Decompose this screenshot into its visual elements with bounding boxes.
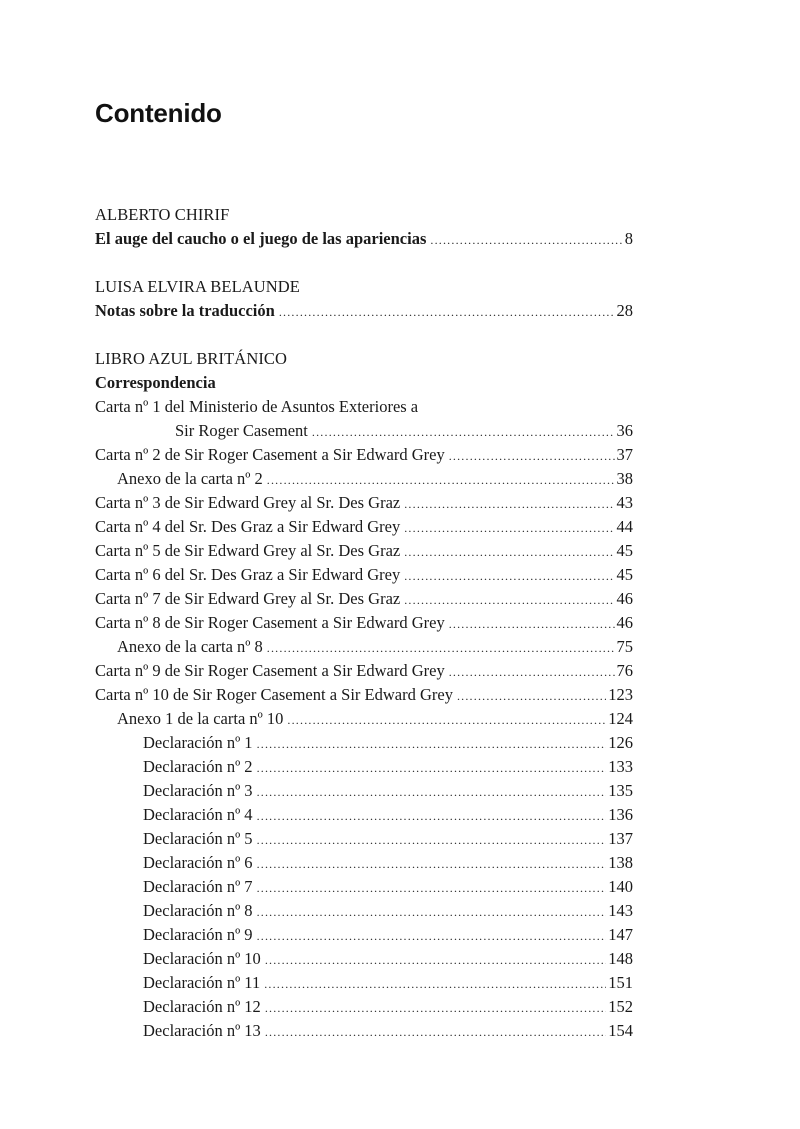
toc-entry-label: Declaración nº 11 (143, 973, 261, 992)
toc-entry-page: 46 (616, 613, 633, 632)
toc-entry-label: Declaración nº 7 (143, 877, 253, 896)
toc-entry-list (95, 443, 633, 1043)
toc-entry-page: 45 (616, 565, 633, 584)
dot-leader (257, 828, 607, 852)
dot-leader (267, 468, 615, 492)
toc-entry[interactable] (95, 467, 633, 491)
toc-entry-page: 154 (608, 1021, 633, 1040)
toc-entry-label: El auge del caucho o el juego de las apariencias (95, 229, 427, 248)
dot-leader (257, 924, 607, 948)
toc-entry[interactable] (95, 539, 633, 563)
spacer (95, 323, 633, 347)
toc-entry[interactable] (95, 515, 633, 539)
dot-leader (279, 300, 615, 324)
toc-entry[interactable] (95, 707, 633, 731)
toc-entry-label: Carta nº 7 de Sir Edward Grey al Sr. Des Graz (95, 589, 401, 608)
dot-leader (404, 540, 614, 564)
toc-entry-label: Declaración nº 2 (143, 757, 253, 776)
toc-entry-label: Sir Roger Casement (175, 421, 308, 440)
toc-entry[interactable] (95, 923, 633, 947)
toc-entry-page: 126 (608, 733, 633, 752)
toc-entry[interactable] (95, 683, 633, 707)
toc-entry-label: Declaración nº 9 (143, 925, 253, 944)
toc-entry[interactable] (95, 803, 633, 827)
toc-entry-page: 37 (616, 445, 633, 464)
toc-entry-page: 152 (608, 997, 633, 1016)
toc-entry-page: 138 (608, 853, 633, 872)
dot-leader (257, 900, 607, 924)
author-libro-azul: LIBRO AZUL BRITÁNICO (95, 349, 288, 368)
toc-entry[interactable] (95, 779, 633, 803)
toc-entry-label: Carta nº 6 del Sr. Des Graz a Sir Edward Grey (95, 565, 401, 584)
dot-leader (265, 1020, 606, 1044)
toc-entry-label: Declaración nº 6 (143, 853, 253, 872)
toc-entry-label: Declaración nº 4 (143, 805, 253, 824)
toc-entry-page: 8 (624, 229, 633, 248)
toc-entry-page: 123 (608, 685, 633, 704)
dot-leader (257, 756, 607, 780)
toc-entry-page: 43 (616, 493, 633, 512)
toc-entry-carta-1-line1[interactable]: Carta nº 1 del Ministerio de Asuntos Exteriores a (95, 397, 419, 416)
toc-entry[interactable] (95, 587, 633, 611)
toc-entry[interactable] (95, 1019, 633, 1043)
dot-leader (257, 780, 607, 804)
toc-entry-page: 137 (608, 829, 633, 848)
toc-entry-page: 44 (616, 517, 633, 536)
toc-entry-page: 147 (608, 925, 633, 944)
toc-entry-label: Carta nº 2 de Sir Roger Casement a Sir Edward Grey (95, 445, 445, 464)
dot-leader (430, 228, 622, 252)
toc-entry-page: 133 (608, 757, 633, 776)
toc-entry-page: 124 (608, 709, 633, 728)
spacer (95, 251, 633, 275)
toc-entry-page: 136 (608, 805, 633, 824)
toc-entry[interactable] (95, 299, 633, 323)
toc-entry[interactable] (95, 491, 633, 515)
toc-entry[interactable] (95, 227, 633, 251)
toc-entry-page: 148 (608, 949, 633, 968)
toc-entry-label: Anexo de la carta nº 8 (117, 637, 263, 656)
dot-leader (404, 492, 614, 516)
dot-leader (265, 996, 606, 1020)
dot-leader (264, 972, 606, 996)
toc-entry-label: Carta nº 3 de Sir Edward Grey al Sr. Des Graz (95, 493, 401, 512)
toc-entry-page: 38 (616, 469, 633, 488)
toc-entry-label: Declaración nº 1 (143, 733, 253, 752)
toc-entry-page: 76 (616, 661, 633, 680)
toc-entry[interactable] (95, 443, 633, 467)
dot-leader (267, 636, 615, 660)
toc-entry-page: 75 (616, 637, 633, 656)
toc-entry-page: 36 (616, 421, 633, 440)
toc-entry[interactable] (95, 731, 633, 755)
toc-entry-label: Anexo 1 de la carta nº 10 (117, 709, 284, 728)
toc-entry-page: 135 (608, 781, 633, 800)
author-alberto-chirif: ALBERTO CHIRIF (95, 205, 230, 224)
toc-entry-label: Declaración nº 10 (143, 949, 261, 968)
dot-leader (257, 852, 607, 876)
toc-entry[interactable] (95, 659, 633, 683)
dot-leader (449, 444, 615, 468)
toc-entry-label: Carta nº 10 de Sir Roger Casement a Sir Edward Grey (95, 685, 453, 704)
toc-entry-label: Declaración nº 5 (143, 829, 253, 848)
toc-entry-label: Carta nº 5 de Sir Edward Grey al Sr. Des Graz (95, 541, 401, 560)
toc-entry-label: Carta nº 4 del Sr. Des Graz a Sir Edward Grey (95, 517, 401, 536)
toc-entry[interactable] (95, 755, 633, 779)
dot-leader (449, 612, 615, 636)
toc-entry[interactable] (95, 611, 633, 635)
dot-leader (312, 420, 615, 444)
dot-leader (265, 948, 606, 972)
toc-entry-page: 46 (616, 589, 633, 608)
toc-entry-label: Declaración nº 13 (143, 1021, 261, 1040)
toc-entry[interactable] (95, 635, 633, 659)
dot-leader (257, 876, 607, 900)
dot-leader (287, 708, 606, 732)
author-luisa-elvira-belaunde: LUISA ELVIRA BELAUNDE (95, 277, 300, 296)
toc-entry-label: Declaración nº 8 (143, 901, 253, 920)
toc-entry-page: 45 (616, 541, 633, 560)
toc-entry-label: Anexo de la carta nº 2 (117, 469, 263, 488)
dot-leader (404, 516, 614, 540)
dot-leader (404, 588, 614, 612)
toc-entry[interactable] (95, 995, 633, 1019)
dot-leader (257, 732, 607, 756)
toc-entry[interactable] (95, 971, 633, 995)
toc-entry-label: Declaración nº 12 (143, 997, 261, 1016)
toc-entry-label: Carta nº 9 de Sir Roger Casement a Sir Edward Grey (95, 661, 445, 680)
toc-entry-page: 143 (608, 901, 633, 920)
page-title: Contenido (95, 98, 222, 128)
toc-entry-label: Declaración nº 3 (143, 781, 253, 800)
toc-entry-label: Notas sobre la traducción (95, 301, 275, 320)
toc-entry-label: Carta nº 8 de Sir Roger Casement a Sir Edward Grey (95, 613, 445, 632)
toc-entry-carta-1-line2[interactable] (95, 419, 633, 443)
dot-leader (449, 660, 615, 684)
dot-leader (404, 564, 614, 588)
toc-entry[interactable] (95, 875, 633, 899)
toc-entry-page: 28 (616, 301, 633, 320)
section-heading-correspondencia: Correspondencia (95, 373, 216, 392)
toc-entry-page: 151 (608, 973, 633, 992)
toc-entry[interactable] (95, 827, 633, 851)
toc-entry[interactable] (95, 563, 633, 587)
toc-entry[interactable] (95, 899, 633, 923)
table-of-contents (95, 203, 633, 1043)
toc-entry-page: 140 (608, 877, 633, 896)
toc-entry[interactable] (95, 851, 633, 875)
toc-entry[interactable] (95, 947, 633, 971)
dot-leader (257, 804, 607, 828)
dot-leader (457, 684, 606, 708)
